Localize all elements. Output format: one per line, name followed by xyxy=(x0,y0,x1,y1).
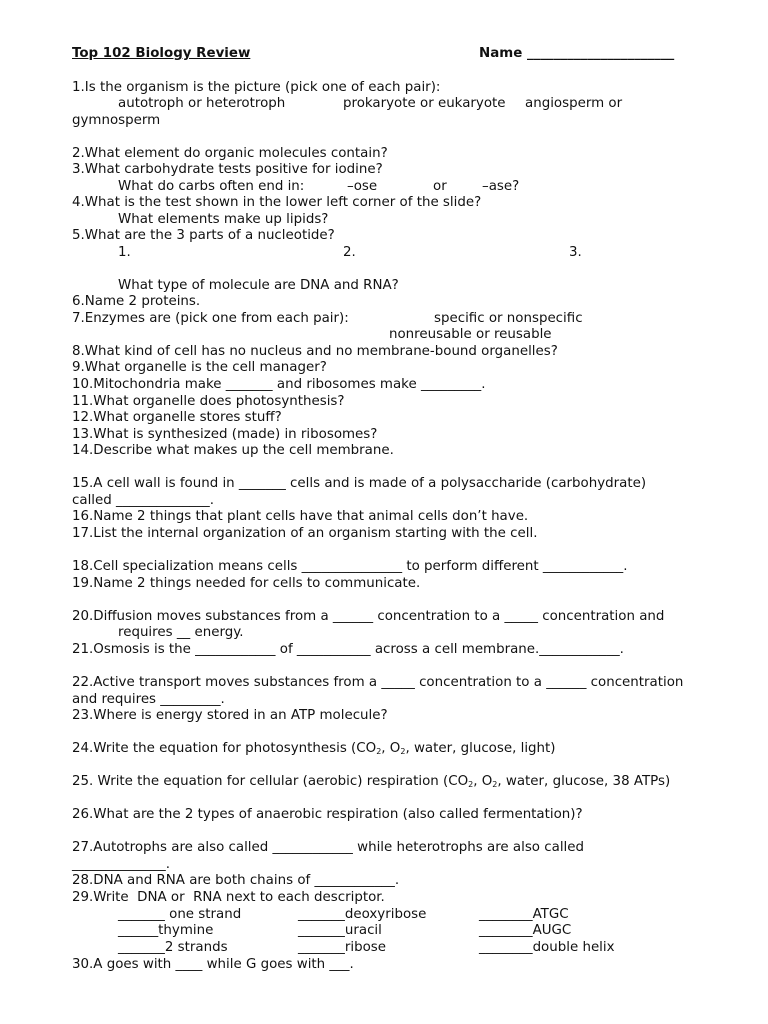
question-22-cont: and requires _________. xyxy=(72,692,225,707)
question-9: 9.What organelle is the cell manager? xyxy=(72,360,327,375)
question-3: 3.What carbohydrate tests positive for iodine? xyxy=(72,162,383,177)
q29-descriptor: _______ribose xyxy=(298,940,387,955)
question-26: 26.What are the 2 types of anaerobic respiration (also called fermentation)? xyxy=(72,807,583,822)
question-15-cont: called ______________. xyxy=(72,493,214,508)
question-16: 16.Name 2 things that plant cells have that animal cells don’t have. xyxy=(72,509,529,524)
q29-descriptor: ________AUGC xyxy=(479,923,572,938)
question-5: 5.What are the 3 parts of a nucleotide? xyxy=(72,228,335,243)
worksheet-title: Top 102 Biology Review xyxy=(72,46,251,61)
question-5-sub: What type of molecule are DNA and RNA? xyxy=(118,278,399,293)
question-20-cont: requires __ energy. xyxy=(118,625,244,640)
question-1-option-a: autotroph or heterotroph xyxy=(118,96,286,111)
question-23: 23.Where is energy stored in an ATP molecule? xyxy=(72,708,388,723)
question-17: 17.List the internal organization of an organism starting with the cell. xyxy=(72,526,538,541)
question-3-sub: What do carbs often end in: xyxy=(118,179,305,194)
question-8: 8.What kind of cell has no nucleus and no membrane-bound organelles? xyxy=(72,344,558,359)
q29-descriptor: ________double helix xyxy=(479,940,615,955)
question-7-option-b: nonreusable or reusable xyxy=(389,327,552,342)
question-4-sub: What elements make up lipids? xyxy=(118,212,329,227)
question-1-option-b: prokaryote or eukaryote xyxy=(343,96,506,111)
question-5-part-2: 2. xyxy=(343,245,356,260)
question-1: 1.Is the organism is the picture (pick one of each pair): xyxy=(72,80,441,95)
question-24: 24.Write the equation for photosynthesis ($CO_2$, $O_2$, water, glucose, light) xyxy=(72,741,556,756)
question-12: 12.What organelle stores stuff? xyxy=(72,410,282,425)
question-3-option-b: –ase? xyxy=(482,179,520,194)
question-7: 7.Enzymes are (pick one from each pair): xyxy=(72,311,349,326)
question-11: 11.What organelle does photosynthesis? xyxy=(72,394,345,409)
question-21: 21.Osmosis is the ____________ of ___________ across a cell membrane.____________. xyxy=(72,642,624,657)
question-10: 10.Mitochondria make _______ and ribosomes make _________. xyxy=(72,377,486,392)
name-field-label: Name ______________________ xyxy=(479,46,675,61)
question-19: 19.Name 2 things needed for cells to communicate. xyxy=(72,576,421,591)
question-5-part-3: 3. xyxy=(569,245,582,260)
q29-descriptor: _______ one strand xyxy=(118,907,242,922)
question-28: 28.DNA and RNA are both chains of ____________. xyxy=(72,873,400,888)
question-22: 22.Active transport moves substances from a _____ concentration to a ______ concentration xyxy=(72,675,684,690)
question-7-option-a: specific or nonspecific xyxy=(434,311,583,326)
q29-descriptor: ______thymine xyxy=(118,923,214,938)
question-3-option-a: –ose xyxy=(347,179,378,194)
question-2: 2.What element do organic molecules contain? xyxy=(72,146,388,161)
question-27: 27.Autotrophs are also called ____________ while heterotrophs are also called xyxy=(72,840,585,855)
question-29: 29.Write DNA or RNA next to each descriptor. xyxy=(72,890,385,905)
q29-descriptor: _______2 strands xyxy=(118,940,228,955)
question-1-option-c-cont: gymnosperm xyxy=(72,113,161,128)
question-3-or: or xyxy=(433,179,447,194)
question-5-part-1: 1. xyxy=(118,245,131,260)
q29-descriptor: _______deoxyribose xyxy=(298,907,427,922)
question-13: 13.What is synthesized (made) in ribosomes? xyxy=(72,427,378,442)
question-1-option-c: angiosperm or xyxy=(525,96,623,111)
q29-descriptor: ________ATGC xyxy=(479,907,569,922)
question-15: 15.A cell wall is found in _______ cells and is made of a polysaccharide (carbohydrate) xyxy=(72,476,647,491)
q29-descriptor: _______uracil xyxy=(298,923,382,938)
question-30: 30.A goes with ____ while G goes with ___. xyxy=(72,957,354,972)
question-27-cont: ______________. xyxy=(72,857,170,872)
question-25: 25. Write the equation for cellular (aerobic) respiration ($CO_2$, $O_2$, water, glucose, 38 ATPs) xyxy=(72,774,671,789)
question-14: 14.Describe what makes up the cell membrane. xyxy=(72,443,394,458)
question-20: 20.Diffusion moves substances from a ______ concentration to a _____ concentration and xyxy=(72,609,665,624)
question-18: 18.Cell specialization means cells _______________ to perform different ____________. xyxy=(72,559,628,574)
question-4: 4.What is the test shown in the lower left corner of the slide? xyxy=(72,195,482,210)
question-6: 6.Name 2 proteins. xyxy=(72,294,201,309)
